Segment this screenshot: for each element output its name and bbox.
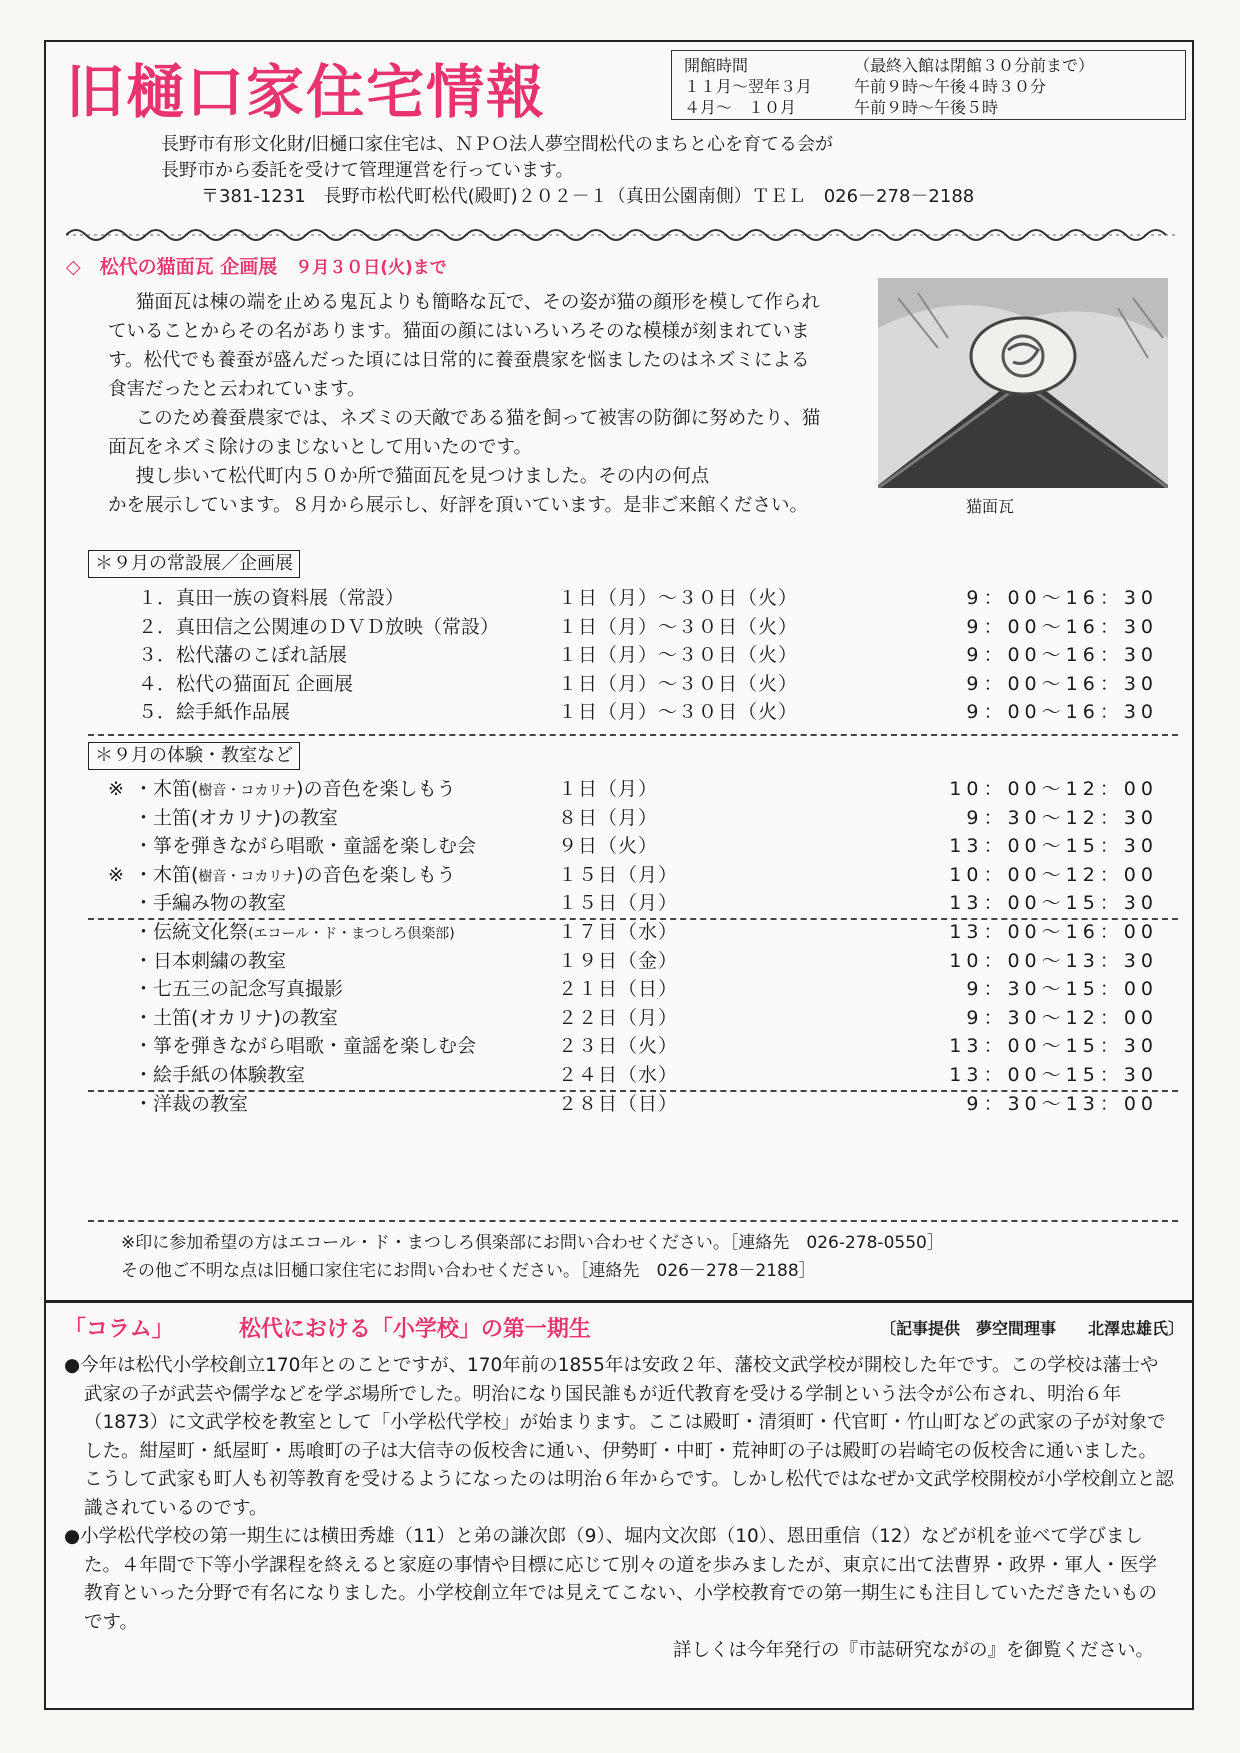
column-paragraph-2: ●小学松代学校の第一期生には横田秀雄（11）と弟の謙次郎（9）、堀内文次郎（10）、恩田重信（12）などが机を並べて学びました。４年間で下等小学課程を終えると家庭の事情や目標に応じて別々の道を歩みましたが、東京に出て法曹界・政界・軍人・医学教育といった分野で有名になりました。小学校創立年では見えてこない、小学校教育での第一期生にも注目していただきたいものです。 xyxy=(64,1526,1158,1633)
exhibit-time: 9：00～16：30 xyxy=(966,615,1158,638)
exhibit-name: ２．真田信之公関連のＤＶＤ放映（常設） xyxy=(138,615,500,638)
class-time: 13：00～15：30 xyxy=(949,835,1158,858)
class-name-small: 樹音・コカリナ xyxy=(198,783,297,799)
section-dashed-rule xyxy=(88,734,1178,736)
ornament-divider xyxy=(66,225,1176,245)
class-name-text: ・七五三の記念写真撮影 xyxy=(134,978,344,1001)
class-row xyxy=(88,861,1178,890)
exhibition-paragraph-3-cont: かを展示しています。８月から展示し、好評を頂いています。是非ご来館ください。 xyxy=(108,495,809,516)
class-date: ２２日（月） xyxy=(558,1006,679,1029)
class-row xyxy=(88,947,1178,976)
class-name-text: ・土笛(オカリナ)の教室 xyxy=(134,806,338,829)
exhibit-date: １日（月）～３０日（火） xyxy=(558,615,799,638)
class-date: １７日（水） xyxy=(558,920,679,943)
class-name-text: ・木笛( xyxy=(134,863,199,886)
hours-period-winter: １１月～翌年３月 xyxy=(684,77,813,96)
class-date: ２８日（日） xyxy=(558,1092,679,1115)
exhibit-row xyxy=(88,670,1178,699)
exhibit-row xyxy=(88,698,1178,727)
class-name-text: ・木笛( xyxy=(134,778,199,800)
contact-notes xyxy=(121,1229,944,1285)
class-time: 13：00～15：30 xyxy=(949,892,1158,915)
exhibit-date: １日（月）～３０日（火） xyxy=(558,587,799,609)
intro-line-1: 長野市有形文化財/旧樋口家住宅は、ＮＰＯ法人夢空間松代のまちと心を育てる会が xyxy=(161,134,834,155)
exhibit-name: ５．絵手紙作品展 xyxy=(138,701,291,724)
exhibition-paragraph-3: 捜し歩いて松代町内５０か所で猫面瓦を見つけました。その内の何点 xyxy=(135,466,710,487)
class-row xyxy=(88,832,1178,861)
class-name-text: ・洋裁の教室 xyxy=(134,1092,249,1115)
permanent-exhibit-list xyxy=(88,584,1178,727)
opening-hours-box xyxy=(671,50,1186,120)
notes-dashed-rule xyxy=(88,1220,1178,1222)
class-name xyxy=(88,832,558,861)
exhibit-time: 9：00～16：30 xyxy=(966,587,1158,609)
exhibition-paragraph-1: 猫面瓦は棟の端を止める鬼瓦よりも簡略な瓦で、その姿が猫の顔形を模して作られていることからその名があります。猫面の顔にはいろいろそのな模様が刻まれています。松代でも養蚕が盛んだった頃には日常的に養蚕農家を悩ましたのはネズミによる食害だったと云われています。 xyxy=(108,292,820,400)
class-name-tail: )の音色を楽しもう xyxy=(296,863,456,886)
class-name-tail: )の音色を楽しもう xyxy=(296,778,456,800)
class-date: ２３日（火） xyxy=(558,1035,679,1058)
class-row xyxy=(88,775,1178,804)
class-name xyxy=(88,775,558,804)
hours-label: 開館時間 xyxy=(684,56,749,75)
class-name xyxy=(88,1090,558,1119)
class-name xyxy=(88,861,558,890)
exhibit-row xyxy=(88,641,1178,670)
column-label: 「コラム」 xyxy=(64,1317,174,1342)
class-row xyxy=(88,1090,1178,1119)
class-time: 10：00～13：30 xyxy=(949,949,1158,972)
class-time: 9：30～12：00 xyxy=(966,1006,1158,1029)
class-name-small: 樹音・コカリナ xyxy=(198,868,297,885)
class-name-text: ・土笛(オカリナ)の教室 xyxy=(134,1006,338,1029)
hours-time-winter: 午前９時～午後４時３０分 xyxy=(854,77,1047,96)
newsletter-page xyxy=(44,40,1194,1710)
column-paragraph-1: ●今年は松代小学校創立170年とのことですが、170年前の1855年は安政２年、藩校文武学校が開校した年です。この学校は藩士や武家の子が武芸や儒学などを学ぶ場所でした。明治になり国民誰もが近代教育を受ける学制という法令が公布され、明治６年（1873）に文武学校を教室として「小学松代学校」が始まります。ここは殿町・清須町・代官町・竹山町などの武家の子が対象でした。紺屋町・紙屋町・馬喰町の子は大信寺の仮校舎に通い、伊勢町・中町・荒神町の子は殿町の岩崎宅の仮校舎に通いました。こうして武家も町人も初等教育を受けるようになったのは明治６年からです。しかし松代ではなぜか文武学校開校が小学校創立と認識されているのです。 xyxy=(64,1355,1174,1519)
class-time: 10：00～12：00 xyxy=(949,863,1158,886)
class-time: 9：30～13：00 xyxy=(966,1092,1158,1115)
class-name xyxy=(88,947,558,976)
exhibit-time: 9：00～16：30 xyxy=(966,672,1158,695)
class-name-text: ・箏を弾きながら唱歌・童謡を楽しむ会 xyxy=(134,1035,477,1058)
class-date: ９日（火） xyxy=(558,835,659,858)
class-row xyxy=(88,1032,1178,1061)
exhibition-paragraph-2: このため養蚕農家では、ネズミの天敵である猫を飼って被害の防御に努めたり、猫面瓦をネズミ除けのまじないとして用いたのです。 xyxy=(108,408,821,458)
class-name xyxy=(88,1032,558,1061)
exhibit-row xyxy=(88,584,1178,613)
exhibit-date: １日（月）～３０日（火） xyxy=(558,672,799,695)
class-time: 13：00～15：30 xyxy=(949,1063,1158,1086)
intro-block xyxy=(161,132,1171,210)
class-name xyxy=(88,889,558,918)
exhibit-name: ３．松代藩のこぼれ話展 xyxy=(138,644,348,667)
column-title: 松代における「小学校」の第一期生 xyxy=(238,1317,591,1342)
class-time: 13：00～15：30 xyxy=(949,1035,1158,1058)
exhibition-heading xyxy=(66,252,447,279)
column-separator xyxy=(46,1300,1192,1303)
exhibit-time: 9：00～16：30 xyxy=(966,644,1158,667)
contact-mark: ※ xyxy=(108,778,124,800)
class-time: 13：00～16：00 xyxy=(949,920,1158,943)
class-time: 9：30～15：00 xyxy=(966,978,1158,1001)
class-name xyxy=(88,975,558,1004)
column-heading xyxy=(64,1312,1184,1343)
exhibition-description xyxy=(108,288,828,520)
class-date: ８日（月） xyxy=(558,806,659,829)
exhibit-date: １日（月）～３０日（火） xyxy=(558,701,799,724)
class-name-small: (エコール・ド・まつしろ倶楽部) xyxy=(248,925,455,942)
hours-period-summer: ４月～ １０月 xyxy=(684,98,797,117)
exhibition-date: ９月３０日(火)まで xyxy=(295,258,447,278)
class-name-text: ・伝統文化祭 xyxy=(134,920,249,943)
class-name-text: ・手編み物の教室 xyxy=(134,892,287,915)
cat-face-tile-photo xyxy=(878,278,1168,488)
class-schedule-list xyxy=(88,775,1178,1118)
hours-time-summer: 午前９時～午後５時 xyxy=(854,98,999,117)
exhibition-title: ◇ 松代の猫面瓦 企画展 xyxy=(66,256,278,278)
note-ecole: ※印に参加希望の方はエコール・ド・まつしろ倶楽部にお問い合わせください。［連絡先 026-278-0550］ xyxy=(121,1233,944,1253)
class-date: １５日（月） xyxy=(558,863,679,886)
class-row xyxy=(88,804,1178,833)
class-name xyxy=(88,918,558,947)
class-time: 9：30～12：30 xyxy=(966,806,1158,829)
schedule-dashed-rule xyxy=(88,918,1178,920)
exhibit-name: １．真田一族の資料展（常設） xyxy=(138,587,405,609)
newsletter-title: 旧樋口家住宅情報 xyxy=(66,58,547,126)
photo-caption: 猫面瓦 xyxy=(966,497,1015,516)
column-closing: 詳しくは今年発行の『市誌研究ながの』を御覧ください。 xyxy=(672,1640,1154,1661)
class-row xyxy=(88,975,1178,1004)
class-row xyxy=(88,1004,1178,1033)
class-date: ２４日（水） xyxy=(558,1063,679,1086)
class-date: ２１日（日） xyxy=(558,978,679,1001)
column-credit: 〔記事提供 夢空間理事 北澤忠雄氏〕 xyxy=(879,1319,1184,1338)
class-date: １日（月） xyxy=(558,778,659,800)
exhibit-date: １日（月）～３０日（火） xyxy=(558,644,799,667)
classes-label: ＊９月の体験・教室など xyxy=(88,742,300,770)
class-row xyxy=(88,918,1178,947)
class-name xyxy=(88,804,558,833)
class-name-text: ・日本刺繍の教室 xyxy=(134,949,287,972)
class-name-text: ・箏を弾きながら唱歌・童謡を楽しむ会 xyxy=(134,835,477,858)
class-row xyxy=(88,1061,1178,1090)
exhibit-name: ４．松代の猫面瓦 企画展 xyxy=(138,672,354,695)
exhibit-time: 9：00～16：30 xyxy=(966,701,1158,724)
class-name xyxy=(88,1004,558,1033)
hours-note: （最終入館は閉館３０分前まで） xyxy=(854,56,1095,75)
contact-mark: ※ xyxy=(108,863,124,886)
intro-line-2: 長野市から委託を受けて管理運営を行っています。 xyxy=(161,160,574,181)
class-date: １９日（金） xyxy=(558,949,679,972)
permanent-exhibits-label: ＊９月の常設展／企画展 xyxy=(88,550,300,578)
note-general: その他ご不明な点は旧樋口家住宅にお問い合わせください。［連絡先 026－278－2188］ xyxy=(121,1261,816,1281)
class-date: １５日（月） xyxy=(558,892,679,915)
schedule-dashed-rule xyxy=(88,1090,1178,1092)
column-body xyxy=(64,1352,1174,1666)
class-name xyxy=(88,1061,558,1090)
class-name-text: ・絵手紙の体験教室 xyxy=(134,1063,306,1086)
exhibit-row xyxy=(88,613,1178,642)
contact-address: 〒381-1231 長野市松代町松代(殿町)２０２－１（真田公園南側）ＴＥＬ 026－278－2188 xyxy=(201,186,975,207)
class-row xyxy=(88,889,1178,918)
class-time: 10：00～12：00 xyxy=(949,778,1158,800)
